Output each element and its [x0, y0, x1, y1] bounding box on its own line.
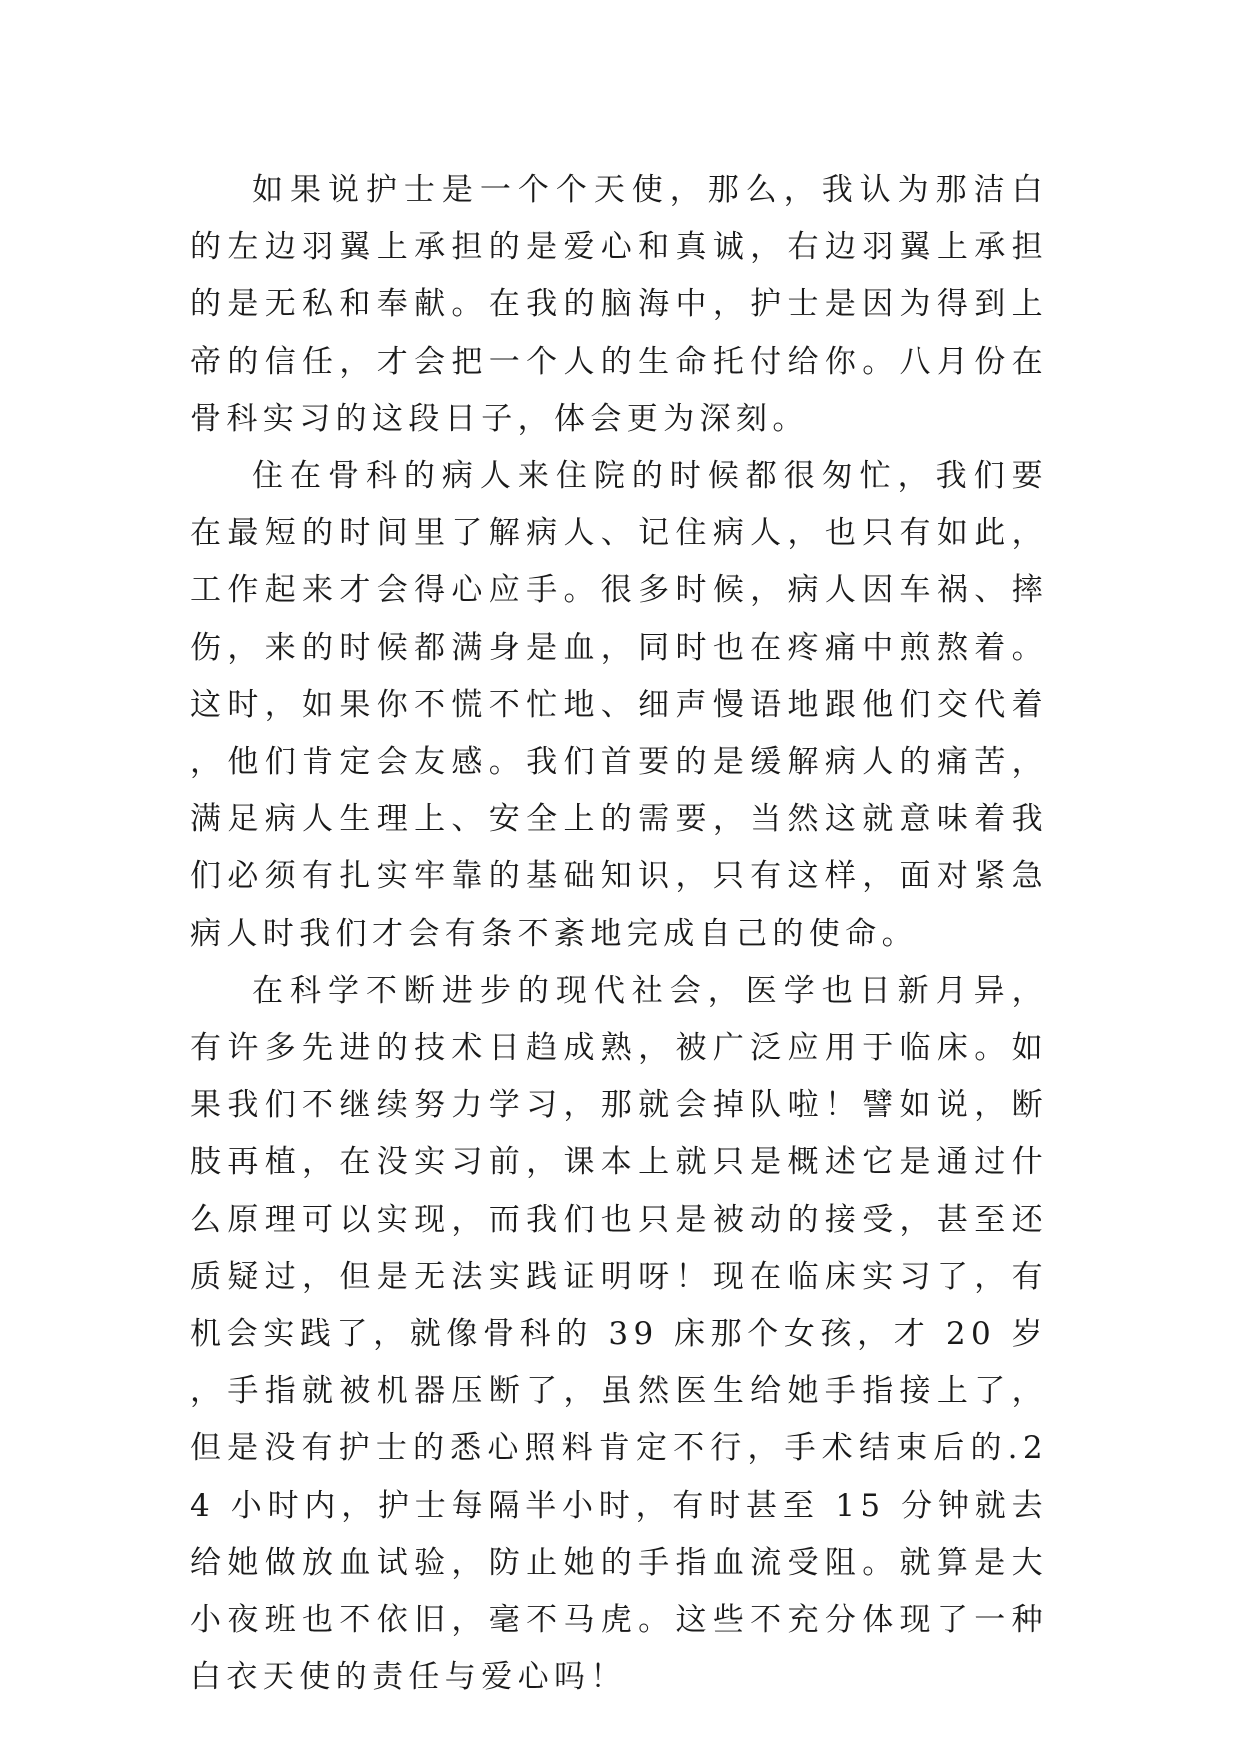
paragraph-2: 住在骨科的病人来住院的时候都很匆忙，我们要在最短的时间里了解病人、记住病人，也只有如此，工作起来才会得心应手。很多时候，病人因车祸、摔伤，来的时候都满身是血，同时也在疼痛中煎熬着。这时，如果你不慌不忙地、细声慢语地跟他们交代着，他们肯定会友感。我们首要的是缓解病人的痛苦，满足病人生理上、安全上的需要，当然这就意味着我们必须有扎实牢靠的基础知识，只有这样，面对紧急病人时我们才会有条不紊地完成自己的使命。 [190, 458, 1048, 952]
paragraph-1: 如果说护士是一个个天使，那么，我认为那洁白的左边羽翼上承担的是爱心和真诚，右边羽翼上承担的是无私和奉献。在我的脑海中，护士是因为得到上帝的信任，才会把一个人的生命托付给你。八月份在骨科实习的这段日子，体会更为深刻。 [190, 172, 1048, 437]
paragraph-3: 在科学不断进步的现代社会，医学也日新月异，有许多先进的技术日趋成熟，被广泛应用于临床。如果我们不继续努力学习，那就会掉队啦！譬如说，断肢再植，在没实习前，课本上就只是概述它是通过什么原理可以实现，而我们也只是被动的接受，甚至还质疑过，但是无法实践证明呀！现在临床实习了，有机会实践了，就像骨科的 39 床那个女孩，才 20 岁，手指就被机器压断了，虽然医生给她手指接上了，但是没有护士的悉心照料肯定不行，手术结束后的.24 小时内，护士每隔半小时，有时甚至 15 分钟就去给她做放血试验，防止她的手指血流受阻。就算是大小夜班也不依旧，毫不马虎。这些不充分体现了一种白衣天使的责任与爱心吗！ [190, 972, 1048, 1696]
document-body [190, 162, 1048, 1706]
